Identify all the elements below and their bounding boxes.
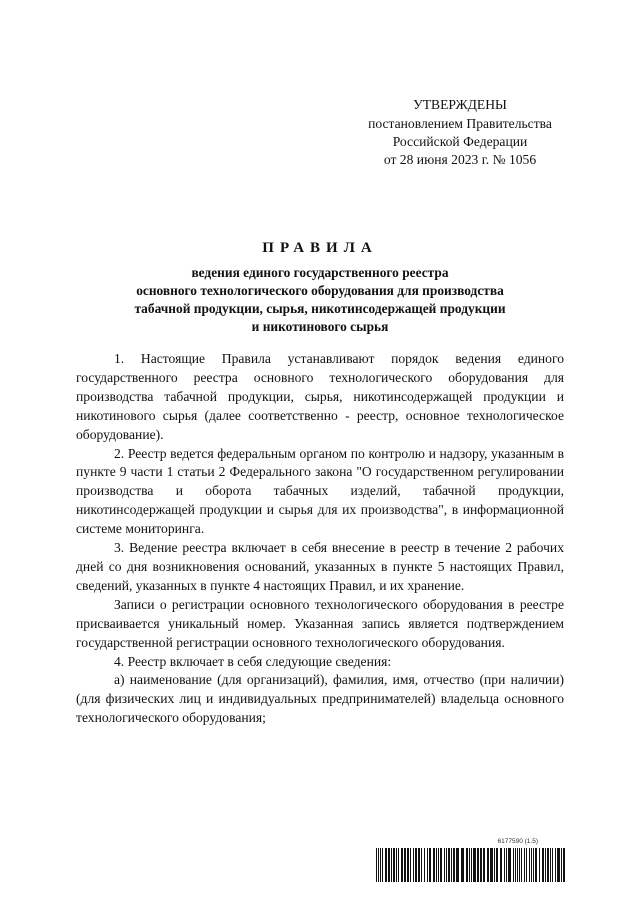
subtitle-line: и никотинового сырья — [251, 319, 389, 334]
document-subtitle — [80, 264, 560, 336]
approval-heading: УТВЕРЖДЕНЫ — [413, 97, 507, 112]
approval-line: постановлением Правительства — [368, 116, 552, 131]
barcode-image — [376, 848, 568, 882]
paragraph-1: 1. Настоящие Правила устанавливают порядок ведения единого государственного реестра основного технологического оборудования для производства табачной продукции, сырья, никотинсодержащей продукции и никотинового сырья (далее соответственно - реестр, основное технологическое оборудование). — [76, 351, 564, 442]
approval-block — [340, 96, 580, 169]
paragraph-3: 3. Ведение реестра включает в себя внесение в реестр в течение 2 рабочих дней со дня возникновения оснований, указанных в пункте 5 настоящих Правил, сведений, указанных в пункте 4 настоящих Правил, и их хранение. — [76, 540, 564, 593]
barcode-number: 6177590 (1.5) — [497, 838, 538, 845]
approval-line: от 28 июня 2023 г. № 1056 — [383, 152, 537, 167]
subtitle-line: ведения единого государственного реестра — [191, 265, 449, 280]
approval-line: Российской Федерации — [392, 134, 528, 149]
paragraph-4a: а) наименование (для организаций), фамилия, имя, отчество (при наличии) (для физических лиц и индивидуальных предпринимателей) владельца основного технологического оборудования; — [76, 672, 564, 726]
paragraph-2: 2. Реестр ведется федеральным органом по контролю и надзору, указанным в пункте 9 части 1 статьи 2 Федерального закона "О государственном регулировании производства и оборота табачных изделий, табачной продукции, никотинсодержащей продукции и сырья для их производства", в информационной системе мониторинга. — [76, 445, 564, 537]
barcode — [376, 838, 568, 884]
paragraph-4: 4. Реестр включает в себя следующие сведения: — [114, 653, 392, 669]
paragraph-3-record: Записи о регистрации основного технологического оборудования в реестре присваивается уникальный номер. Указанная запись является подтверждением государственной регистрации основного технологического оборудования. — [76, 596, 564, 650]
document-body — [76, 350, 564, 728]
document-title: ПРАВИЛА — [262, 240, 378, 256]
subtitle-line: табачной продукции, сырья, никотинсодержащей продукции — [134, 301, 506, 316]
subtitle-line: основного технологического оборудования для производства — [136, 283, 504, 298]
